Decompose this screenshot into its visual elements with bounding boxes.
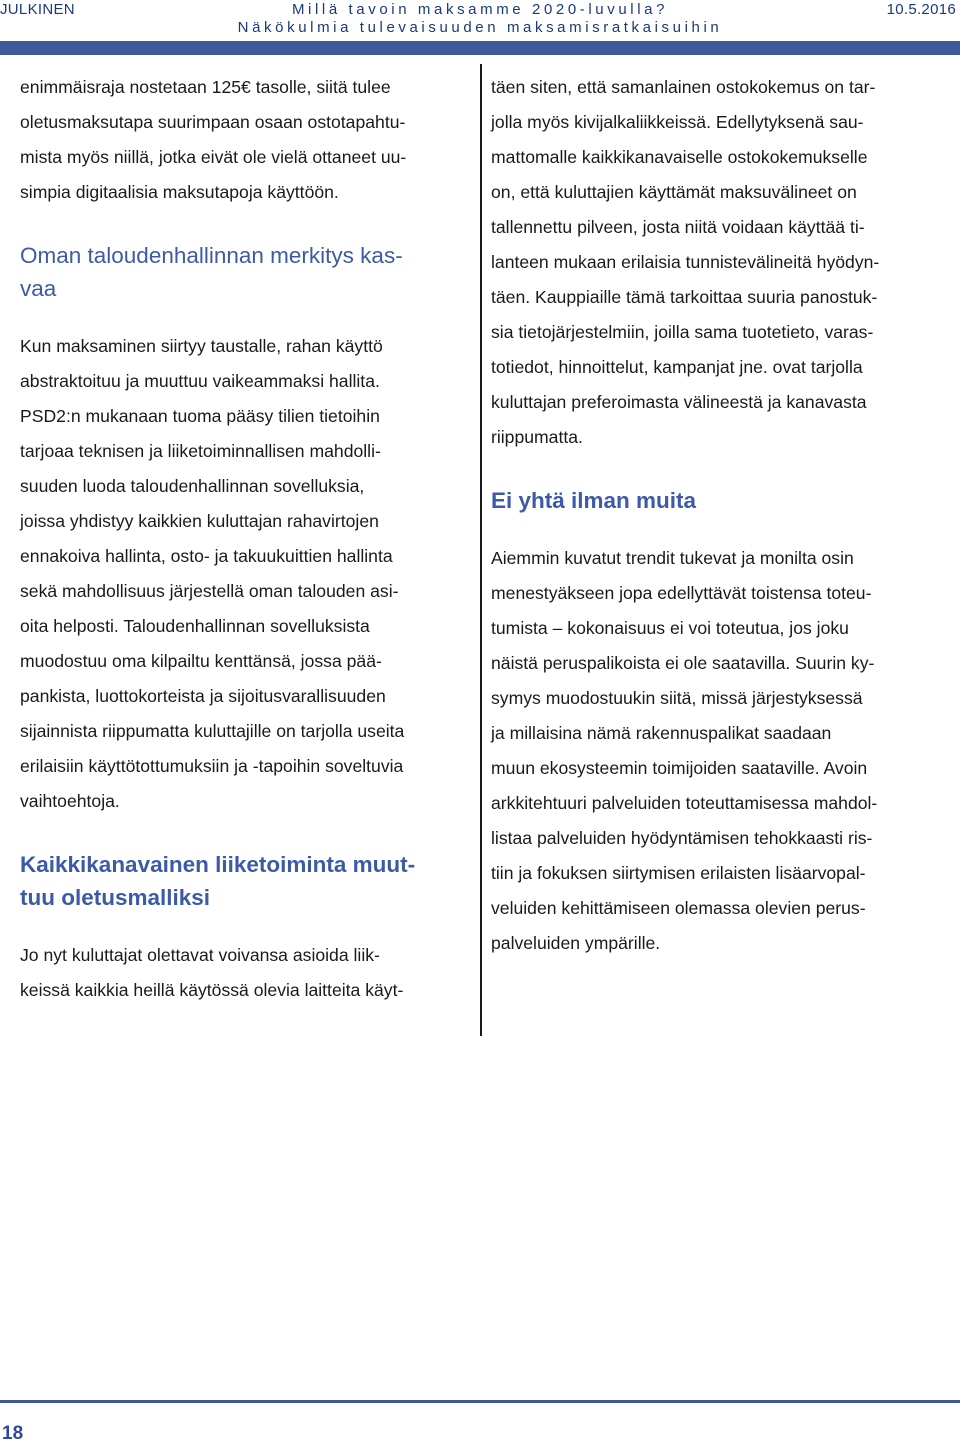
text-line: arkkitehtuuri palveluiden toteuttamisessa mahdol- (491, 793, 878, 813)
text-line: lanteen mukaan erilaisia tunnistevälineitä hyödyn- (491, 252, 880, 272)
text-line: sijainnista riippumatta kuluttajille on tarjolla useita (20, 721, 405, 741)
text-line: totiedot, hinnoittelut, kampanjat jne. ovat tarjolla (491, 357, 863, 377)
text-line: PSD2:n mukanaan tuoma pääsy tilien tietoihin (20, 406, 380, 426)
classification-label: JULKINEN (0, 1, 75, 18)
text-line: oita helposti. Taloudenhallinnan sovelluksista (20, 616, 370, 636)
section3-paragraph (491, 541, 951, 961)
document-title: Millä tavoin maksamme 2020-luvulla? (291, 1, 669, 18)
text-line: sia tietojärjestelmiin, joilla sama tuotetieto, varas- (491, 322, 874, 342)
heading-line: tuu oletusmalliksi (20, 885, 211, 910)
footer-rule (0, 1400, 960, 1403)
text-line: täen. Kauppiaille tämä tarkoittaa suuria panostuk- (491, 287, 878, 307)
text-line: näistä peruspalikoista ei ole saatavilla. Suurin ky- (491, 653, 875, 673)
text-line: erilaisiin käyttötottumuksiin ja -tapoihin soveltuvia (20, 756, 404, 776)
text-line: simpia digitaalisia maksutapoja käyttöön. (20, 182, 339, 202)
text-line: jolla myös kivijalkaliikkeissä. Edellytyksenä sau- (491, 112, 864, 132)
text-line: menestyäkseen jopa edellyttävät toistensa toteu- (491, 583, 872, 603)
text-line: täen siten, että samanlainen ostokokemus on tar- (491, 77, 876, 97)
left-column (20, 70, 475, 1008)
heading-line: vaa (20, 276, 57, 301)
text-line: kuluttajan preferoimasta välineestä ja kanavasta (491, 392, 867, 412)
text-line: mista myös niillä, jotka eivät ole vielä ottaneet uu- (20, 147, 407, 167)
text-line: abstraktoituu ja muuttuu vaikeammaksi hallita. (20, 371, 380, 391)
text-line: Aiemmin kuvatut trendit tukevat ja monilta osin (491, 548, 854, 568)
text-line: tumista – kokonaisuus ei voi toteutua, jos joku (491, 618, 849, 638)
text-line: riippumatta. (491, 427, 583, 447)
text-line: veluiden kehittämiseen olemassa olevien perus- (491, 898, 866, 918)
text-line: tallennettu pilveen, josta niitä voidaan käyttää ti- (491, 217, 865, 237)
text-line: vaihtoehtoja. (20, 791, 120, 811)
text-line: oletusmaksutapa suurimpaan osaan ostotapahtu- (20, 112, 406, 132)
document-subtitle: Näkökulmia tulevaisuuden maksamisratkaisuihin (237, 19, 723, 36)
text-line: listaa palveluiden hyödyntämisen tehokkaasti ris- (491, 828, 873, 848)
text-line: ennakoiva hallinta, osto- ja takuukuittien hallinta (20, 546, 393, 566)
right-column (491, 70, 951, 961)
text-line: suuden luoda taloudenhallinnan sovelluksia, (20, 476, 365, 496)
text-line: on, että kuluttajien käyttämät maksuvälineet on (491, 182, 857, 202)
text-line: tiin ja fokuksen siirtymisen erilaisten lisäarvopal- (491, 863, 866, 883)
text-line: sekä mahdollisuus järjestellä oman talouden asi- (20, 581, 399, 601)
continued-paragraph (491, 70, 951, 455)
text-line: joissa yhdistyy kaikkien kuluttajan rahavirtojen (20, 511, 379, 531)
intro-paragraph (20, 70, 475, 210)
text-line: mattomalle kaikkikanavaiselle ostokokemukselle (491, 147, 868, 167)
document-date: 10.5.2016 (886, 1, 956, 18)
section1-paragraph (20, 329, 475, 819)
text-line: pankista, luottokorteista ja sijoitusvarallisuuden (20, 686, 386, 706)
heading-line: Kaikkikanavainen liiketoiminta muut- (20, 852, 416, 877)
text-line: Jo nyt kuluttajat olettavat voivansa asioida liik- (20, 945, 380, 965)
text-line: enimmäisraja nostetaan 125€ tasolle, siitä tulee (20, 77, 391, 97)
page-number: 18 (2, 1423, 24, 1444)
text-line: muodostuu oma kilpailtu kenttänsä, jossa pää- (20, 651, 382, 671)
column-divider (480, 64, 482, 1036)
text-line: palveluiden ympärille. (491, 933, 661, 953)
text-line: muun ekosysteemin toimijoiden saataville. Avoin (491, 758, 868, 778)
section-heading-ei-yhta: Ei yhtä ilman muita (491, 488, 697, 513)
text-line: Kun maksaminen siirtyy taustalle, rahan käyttö (20, 336, 383, 356)
text-line: keissä kaikkia heillä käytössä olevia laitteita käyt- (20, 980, 404, 1000)
header-band (0, 41, 960, 55)
text-line: tarjoaa teknisen ja liiketoiminnallisen mahdolli- (20, 441, 381, 461)
text-line: ja millaisina nämä rakennuspalikat saadaan (491, 723, 832, 743)
section-heading-taloudenhallinta (20, 239, 475, 305)
text-line: symys muodostuukin siitä, missä järjestyksessä (491, 688, 863, 708)
section2-paragraph (20, 938, 475, 1008)
heading-line: Oman taloudenhallinnan merkitys kas- (20, 243, 403, 268)
section-heading-kaikkikanavainen (20, 848, 475, 914)
